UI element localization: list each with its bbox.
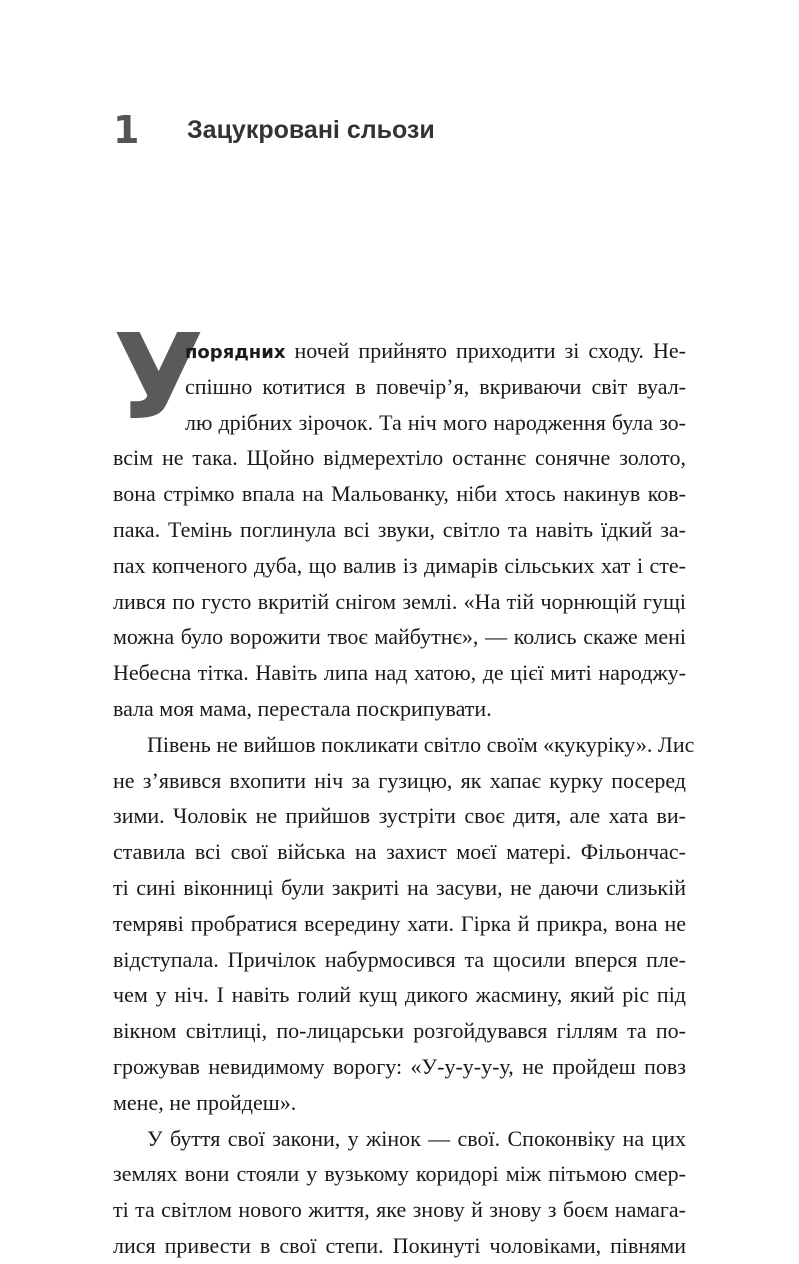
drop-cap: У	[113, 308, 204, 446]
text-line: всім не така. Щойно відмерехтіло останнє сонячне золото,	[113, 445, 686, 471]
text-line: пака. Темінь поглинула всі звуки, світло та навіть їдкий за-	[113, 516, 686, 542]
chapter-title: Зацукровані сльози	[187, 116, 435, 144]
text-line: вона стрімко впала на Мальованку, ніби хтось накинув ков-	[113, 481, 686, 507]
body-text	[113, 333, 695, 1264]
text-line: лися привести в свої степи. Покинуті чоловіками, півнями	[113, 1232, 686, 1258]
text-line: зими. Чоловік не прийшов зустріти своє дитя, але хата ви-	[113, 803, 686, 829]
text-line: грожував невидимому ворогу: «У-у-у-у-у, не пройдеш повз	[113, 1053, 686, 1079]
lead-word: порядних	[185, 342, 286, 363]
text-line: ті та світлом нового життя, яке знову й знову з боєм намага-	[113, 1197, 686, 1223]
text-line: землях вони стояли у вузькому коридорі між пітьмою смер-	[113, 1161, 686, 1187]
chapter-number: 1	[113, 108, 140, 152]
text-line: чем у ніч. І навіть голий кущ дикого жасмину, який ріс під	[113, 982, 686, 1008]
text-line: лю дрібних зірочок. Та ніч мого народження була зо-	[185, 409, 686, 435]
text-line: вікном світлиці, по-лицарськи розгойдувався гіллям та по-	[113, 1018, 686, 1044]
text-line: можна було ворожити твоє майбутнє», — колись скаже мені	[113, 624, 686, 650]
text-line: відступала. Причілок набурмосився та щосили вперся пле-	[113, 946, 686, 972]
text-line: лився по густо вкритій снігом землі. «На тій чорнющій гущі	[113, 588, 686, 614]
text-line: Півень не вийшов покликати світло своїм «кукуріку». Лис	[147, 731, 695, 757]
text-line: порядних ночей прийнято приходити зі сходу. Не-	[185, 338, 686, 363]
text-line: мене, не пройдеш».	[113, 1089, 297, 1115]
text-line: темряві пробратися всередину хати. Гірка й прикра, вона не	[113, 910, 686, 936]
text-line: У буття свої закони, у жінок — свої. Споконвіку на цих	[147, 1125, 686, 1151]
text-line: спішно котитися в повечір’я, вкриваючи світ вуал-	[185, 373, 686, 399]
text-line: ставила всі свої війська на захист моєї матері. Фільончас-	[113, 839, 686, 865]
text-line: пах копченого дуба, що валив із димарів сільських хат і сте-	[113, 552, 686, 578]
text-line: вала моя мама, перестала поскрипувати.	[113, 695, 492, 721]
text-line: Небесна тітка. Навіть липа над хатою, де цієї миті народжу-	[113, 660, 686, 686]
text-line: ті сині віконниці були закриті на засуви, не даючи слизькій	[113, 874, 686, 900]
text-line: не з’явився вхопити ніч за гузицю, як хапає курку посеред	[113, 767, 686, 793]
